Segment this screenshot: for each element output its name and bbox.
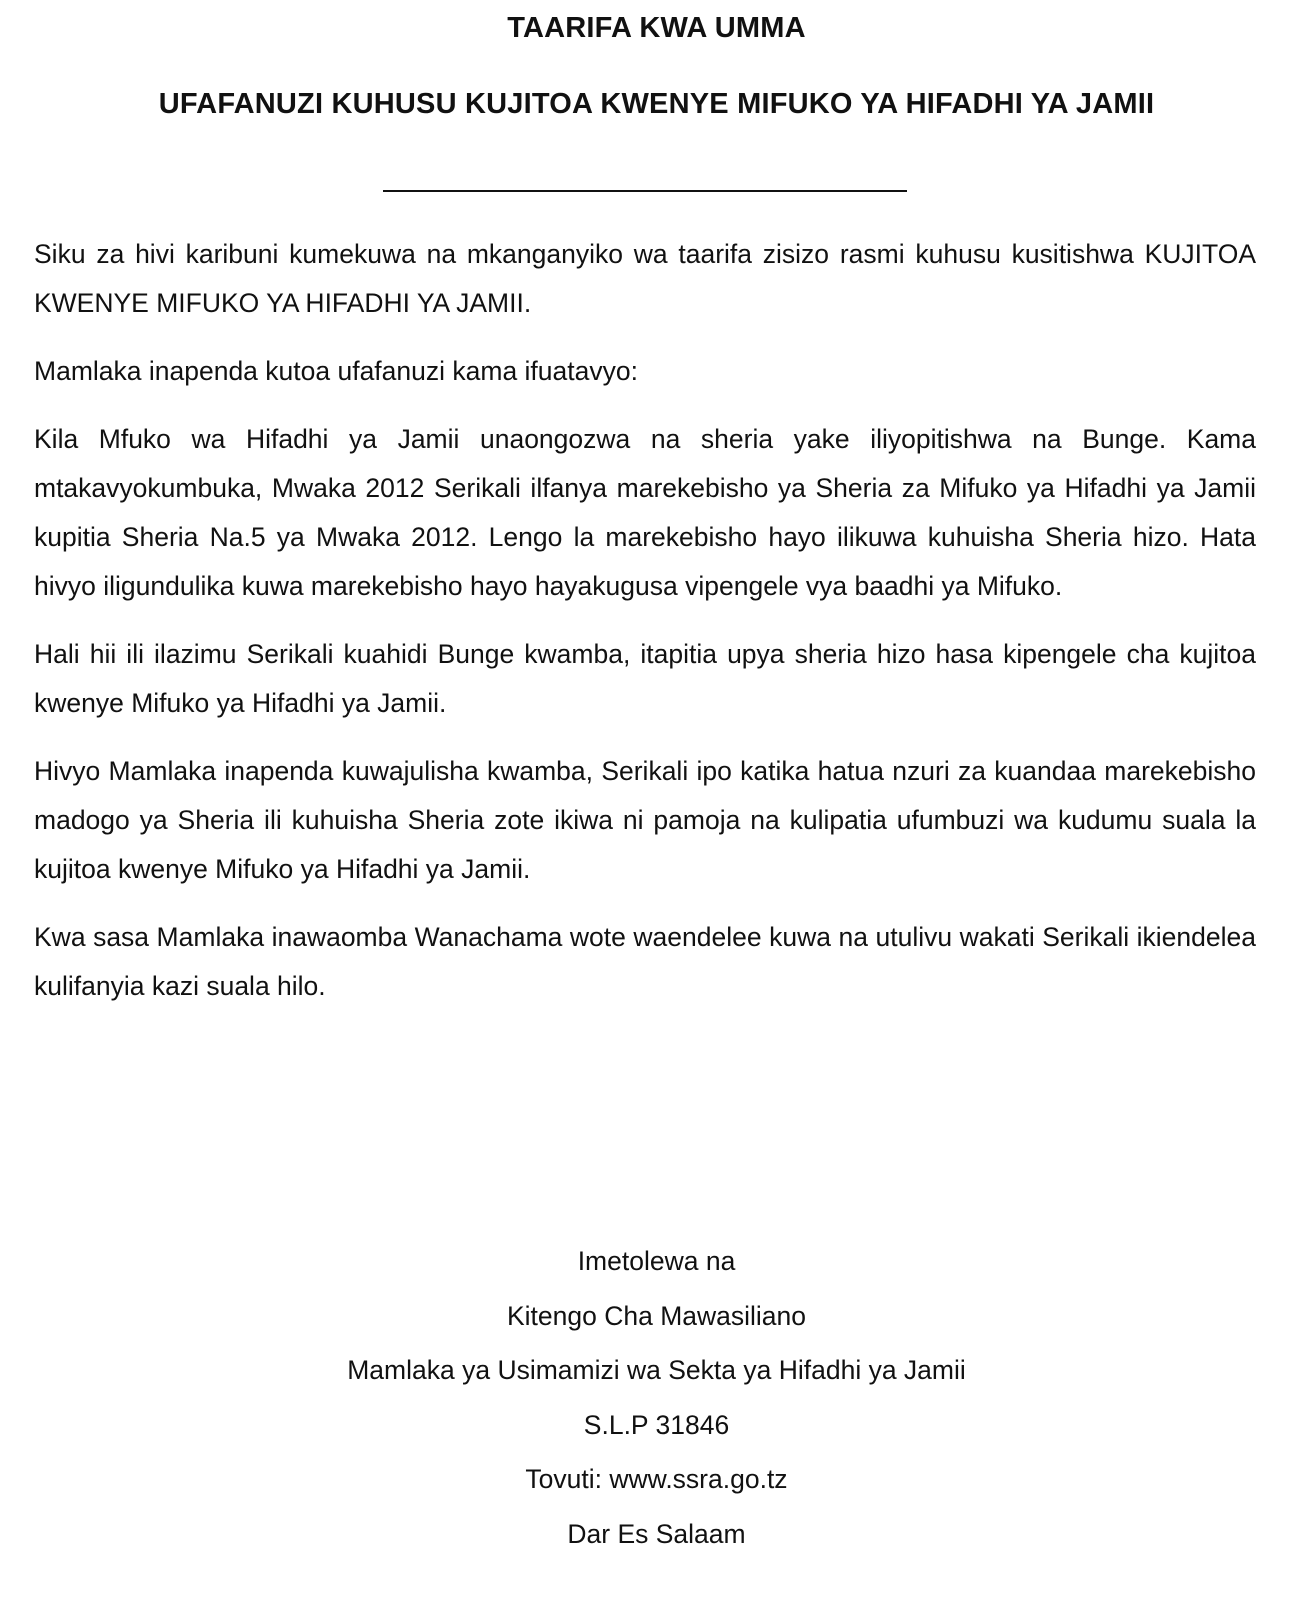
signature-block — [0, 1234, 1313, 1562]
document-title: TAARIFA KWA UMMA — [507, 12, 806, 44]
city-line: Dar Es Salaam — [567, 1518, 746, 1549]
paragraph-6: Kwa sasa Mamlaka inawaomba Wanachama wote waendelee kuwa na utulivu wakati Serikali ikiendelea kulifanyia kazi suala hilo. — [34, 922, 1256, 1001]
paragraph-1: Siku za hivi karibuni kumekuwa na mkanganyiko wa taarifa zisizo rasmi kuhusu kusitishwa KUJITOA KWENYE MIFUKO YA HIFADHI YA JAMII. — [34, 239, 1256, 318]
document-subtitle: UFAFANUZI KUHUSU KUJITOA KWENYE MIFUKO YA HIFADHI YA JAMII — [158, 88, 1155, 120]
unit-line: Kitengo Cha Mawasiliano — [506, 1300, 807, 1331]
paragraph-4: Hali hii ili ilazimu Serikali kuahidi Bunge kwamba, itapitia upya sheria hizo hasa kipengele cha kujitoa kwenye Mifuko ya Hifadhi ya Jamii. — [34, 639, 1256, 718]
paragraph-3: Kila Mfuko wa Hifadhi ya Jamii unaongozwa na sheria yake iliyopitishwa na Bunge. Kama mtakavyokumbuka, Mwaka 2012 Serikali ilfanya marekebisho ya Sheria za Mifuko ya Hifadhi ya Jamii kupitia Sheria Na.5 ya Mwaka 2012. Lengo la marekebisho hayo ilikuwa kuhuisha Sheria hizo. Hata hivyo iligundulika kuwa marekebisho hayo hayakugusa vipengele vya baadhi ya Mifuko. — [34, 424, 1256, 601]
issued-by-line: Imetolewa na — [577, 1246, 736, 1276]
authority-line: Mamlaka ya Usimamizi wa Sekta ya Hifadhi ya Jamii — [347, 1355, 966, 1386]
po-box-line: S.L.P 31846 — [583, 1409, 730, 1440]
website-line: Tovuti: www.ssra.go.tz — [525, 1464, 788, 1495]
document-body — [34, 230, 1256, 1030]
paragraph-5: Hivyo Mamlaka inapenda kuwajulisha kwamba, Serikali ipo katika hatua nzuri za kuandaa marekebisho madogo ya Sheria ili kuhuisha Sheria zote ikiwa ni pamoja na kulipatia ufumbuzi wa kudumu suala la kujitoa kwenye Mifuko ya Hifadhi ya Jamii. — [34, 756, 1256, 884]
paragraph-2: Mamlaka inapenda kutoa ufafanuzi kama ifuatavyo: — [34, 356, 638, 386]
separator-line — [383, 190, 907, 192]
